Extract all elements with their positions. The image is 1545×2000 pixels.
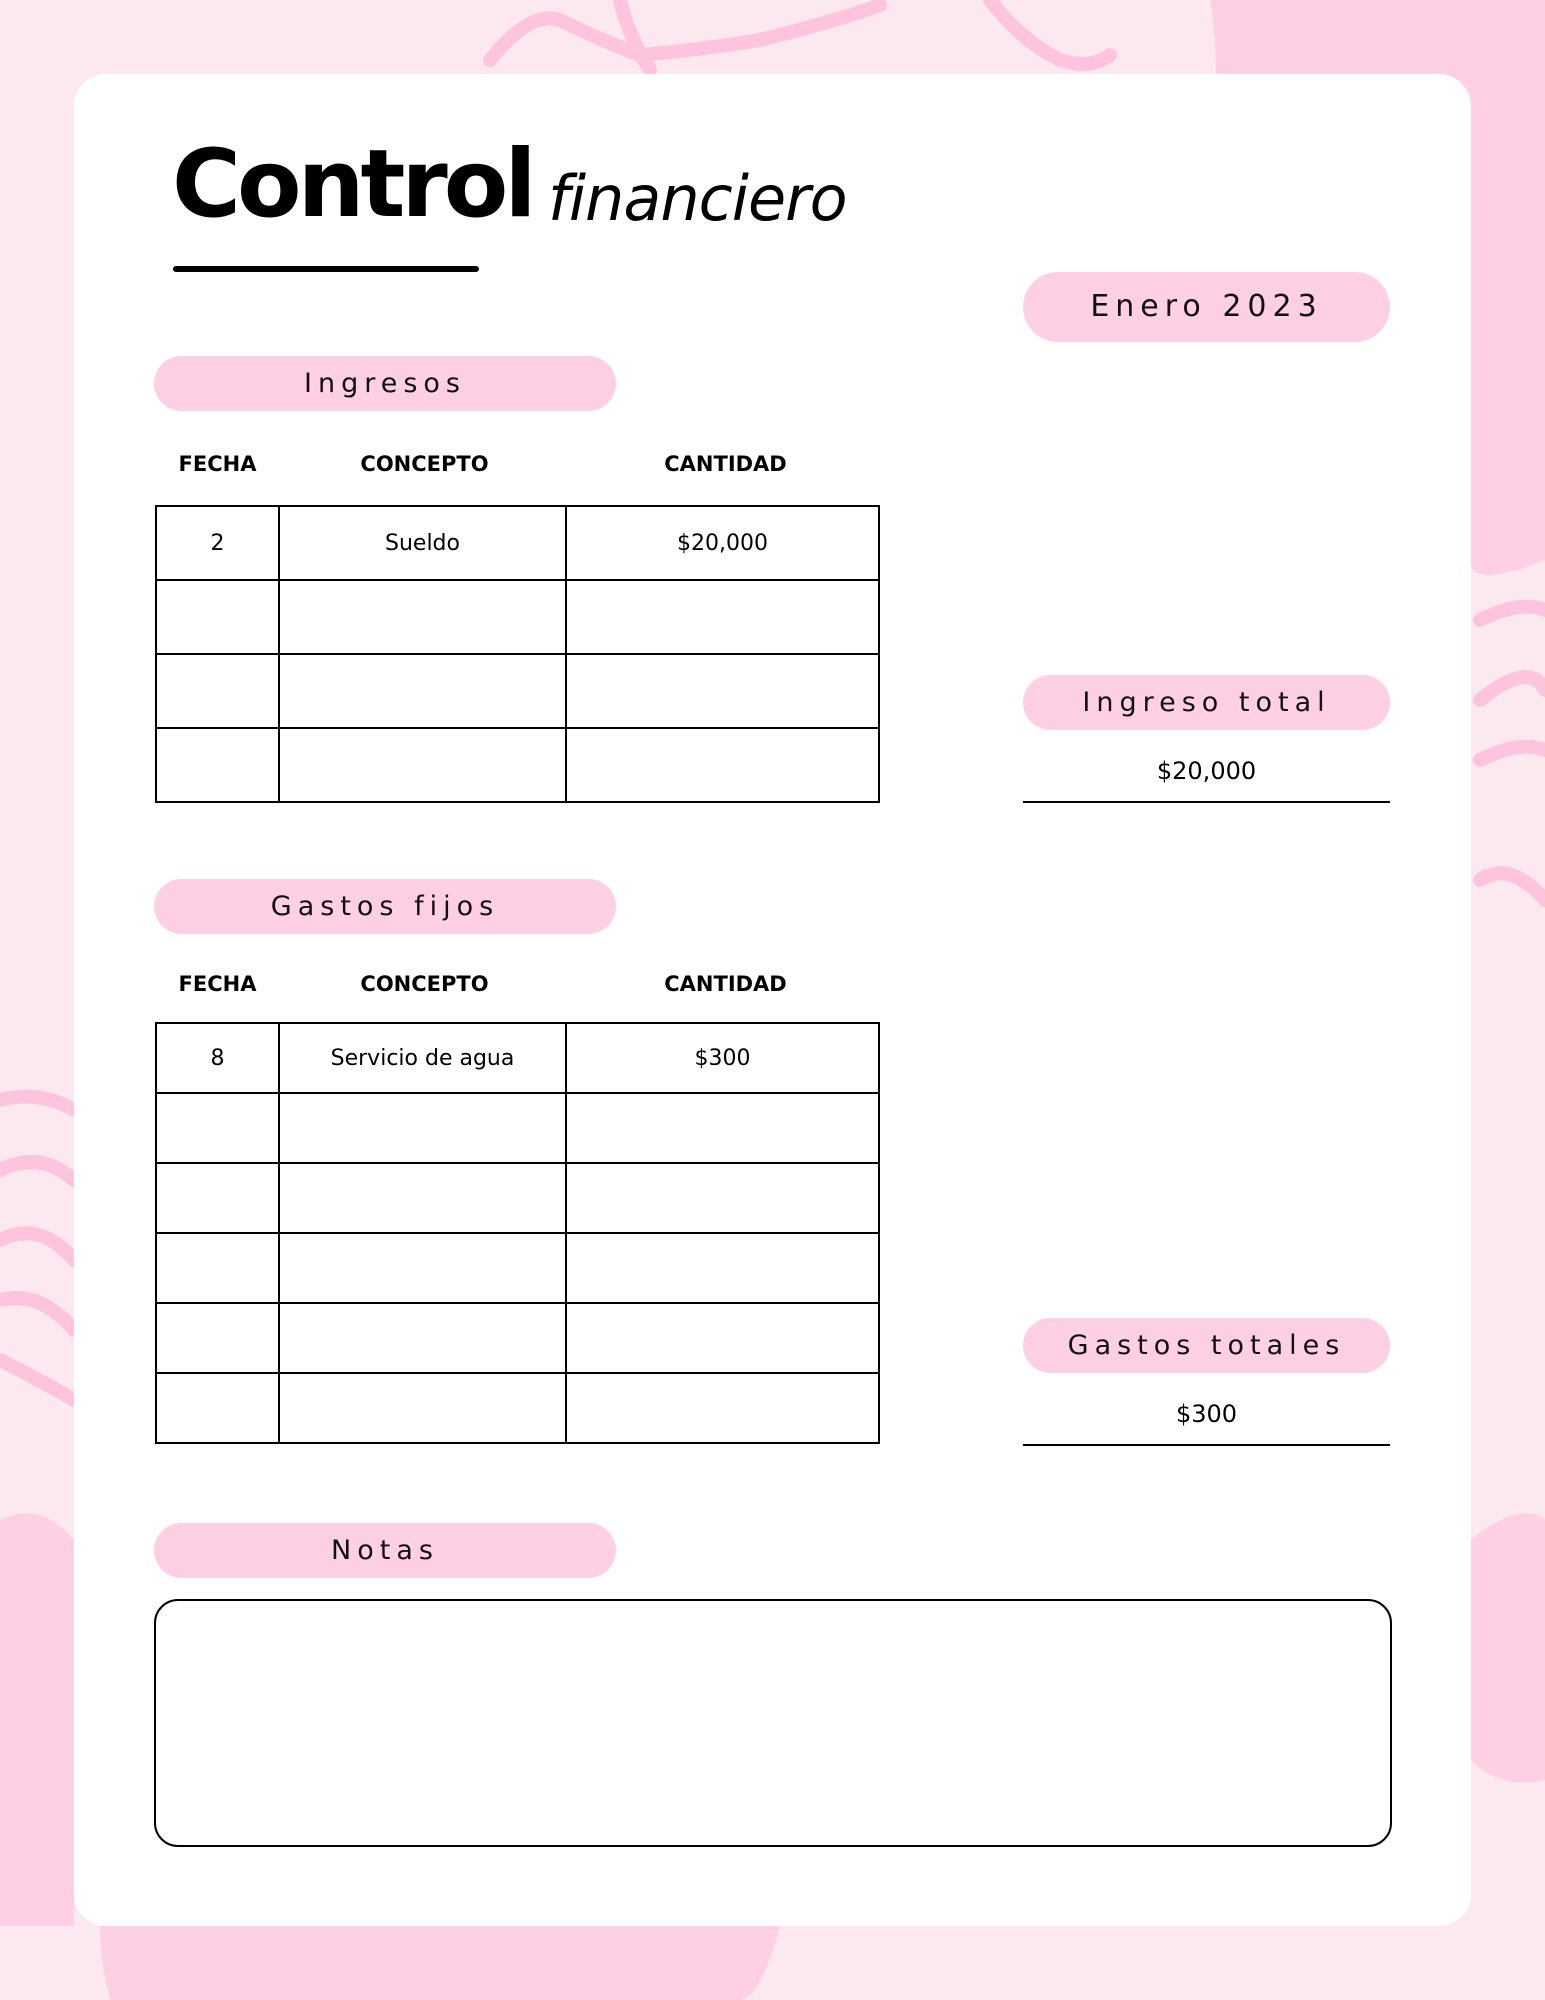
ingresos-cell-cantidad[interactable] <box>566 728 879 802</box>
ingresos-col-concepto: CONCEPTO <box>360 452 489 476</box>
page-title: Control <box>172 130 533 239</box>
gastos-cell-concepto[interactable] <box>279 1303 566 1373</box>
ingresos-col-fecha: FECHA <box>178 452 257 476</box>
ingresos-cell-cantidad[interactable] <box>566 580 879 654</box>
gastos-cell-fecha[interactable]: 8 <box>156 1023 279 1093</box>
gastos-cell-fecha[interactable] <box>156 1373 279 1443</box>
ingreso-total-underline <box>1023 801 1390 803</box>
gastos-cell-cantidad[interactable] <box>566 1163 879 1233</box>
table-row <box>156 1093 879 1163</box>
ingresos-cell-concepto[interactable] <box>279 580 566 654</box>
notas-textarea[interactable] <box>154 1599 1392 1847</box>
gastos-table <box>155 1022 880 1444</box>
table-row <box>156 1303 879 1373</box>
gastos-totales-underline <box>1023 1444 1390 1446</box>
ingresos-cell-concepto[interactable]: Sueldo <box>279 506 566 580</box>
gastos-cell-cantidad[interactable] <box>566 1303 879 1373</box>
table-row <box>156 1163 879 1233</box>
gastos-cell-cantidad[interactable] <box>566 1373 879 1443</box>
month-badge: Enero 2023 <box>1023 272 1390 342</box>
table-row <box>156 506 879 580</box>
table-row <box>156 654 879 728</box>
ingresos-cell-fecha[interactable] <box>156 728 279 802</box>
ingresos-cell-cantidad[interactable] <box>566 654 879 728</box>
gastos-cell-fecha[interactable] <box>156 1303 279 1373</box>
gastos-cell-fecha[interactable] <box>156 1093 279 1163</box>
ingresos-cell-fecha[interactable] <box>156 580 279 654</box>
table-row <box>156 1023 879 1093</box>
ingresos-cell-concepto[interactable] <box>279 654 566 728</box>
gastos-cell-concepto[interactable]: Servicio de agua <box>279 1023 566 1093</box>
ingresos-cell-concepto[interactable] <box>279 728 566 802</box>
gastos-cell-concepto[interactable] <box>279 1233 566 1303</box>
gastos-totales-header: Gastos totales <box>1023 1318 1390 1373</box>
gastos-cell-concepto[interactable] <box>279 1163 566 1233</box>
table-row <box>156 1373 879 1443</box>
gastos-cell-concepto[interactable] <box>279 1373 566 1443</box>
ingresos-header: Ingresos <box>154 356 616 411</box>
notas-header: Notas <box>154 1523 616 1578</box>
ingresos-col-cantidad: CANTIDAD <box>664 452 787 476</box>
gastos-totales-value: $300 <box>1175 1400 1238 1428</box>
gastos-col-cantidad: CANTIDAD <box>664 972 787 996</box>
gastos-cell-fecha[interactable] <box>156 1233 279 1303</box>
page-subtitle: financiero <box>548 162 847 235</box>
table-row <box>156 1233 879 1303</box>
ingresos-cell-fecha[interactable] <box>156 654 279 728</box>
gastos-cell-fecha[interactable] <box>156 1163 279 1233</box>
ingresos-table <box>155 505 880 803</box>
ingresos-cell-cantidad[interactable]: $20,000 <box>566 506 879 580</box>
ingreso-total-header: Ingreso total <box>1023 675 1390 730</box>
table-row <box>156 580 879 654</box>
gastos-cell-cantidad[interactable] <box>566 1093 879 1163</box>
table-row <box>156 728 879 802</box>
gastos-header: Gastos fijos <box>154 879 616 934</box>
gastos-cell-concepto[interactable] <box>279 1093 566 1163</box>
title-underline <box>173 266 479 272</box>
ingresos-cell-fecha[interactable]: 2 <box>156 506 279 580</box>
ingreso-total-value: $20,000 <box>1156 757 1257 785</box>
gastos-cell-cantidad[interactable]: $300 <box>566 1023 879 1093</box>
gastos-cell-cantidad[interactable] <box>566 1233 879 1303</box>
gastos-col-fecha: FECHA <box>178 972 257 996</box>
gastos-col-concepto: CONCEPTO <box>360 972 489 996</box>
